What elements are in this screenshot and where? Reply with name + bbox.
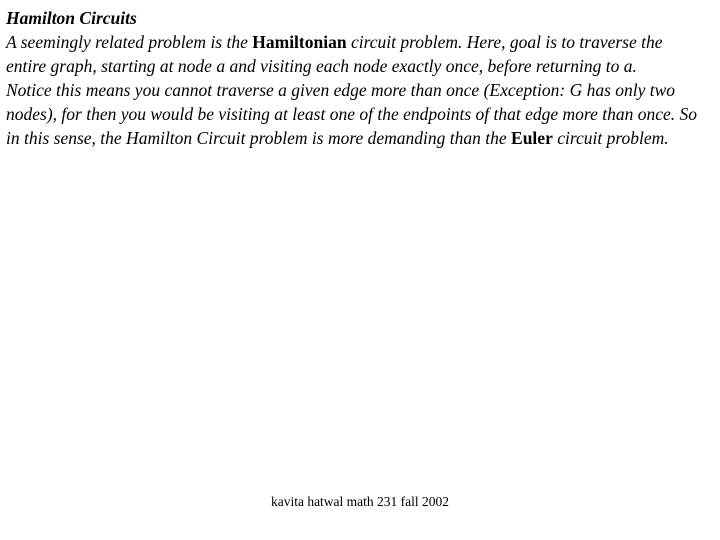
slide-title: Hamilton Circuits [6,8,137,28]
slide-footer: kavita hatwal math 231 fall 2002 [270,494,450,509]
paragraph-hamiltonian-intro [6,30,706,78]
paragraph-edge-note [6,78,706,150]
paragraph-text: Notice this means you cannot traverse a given edge more than once (Exception: G has only two nodes), for then you would be visiting at least one of the endpoints of that edge more than once. So in this sense, the Hamilton Circuit problem is more demanding than the [6,80,697,148]
paragraph-text: circuit problem. [552,128,669,148]
slide-content [6,6,706,150]
term-hamiltonian: Hamiltonian [252,32,347,52]
term-euler: Euler [511,128,553,148]
paragraph-text: A seemingly related problem is the [6,32,253,52]
paragraph-text: circuit problem. Here, goal is to traverse the entire graph, starting at node a and visiting each node exactly once, before returning to a. [6,32,663,76]
